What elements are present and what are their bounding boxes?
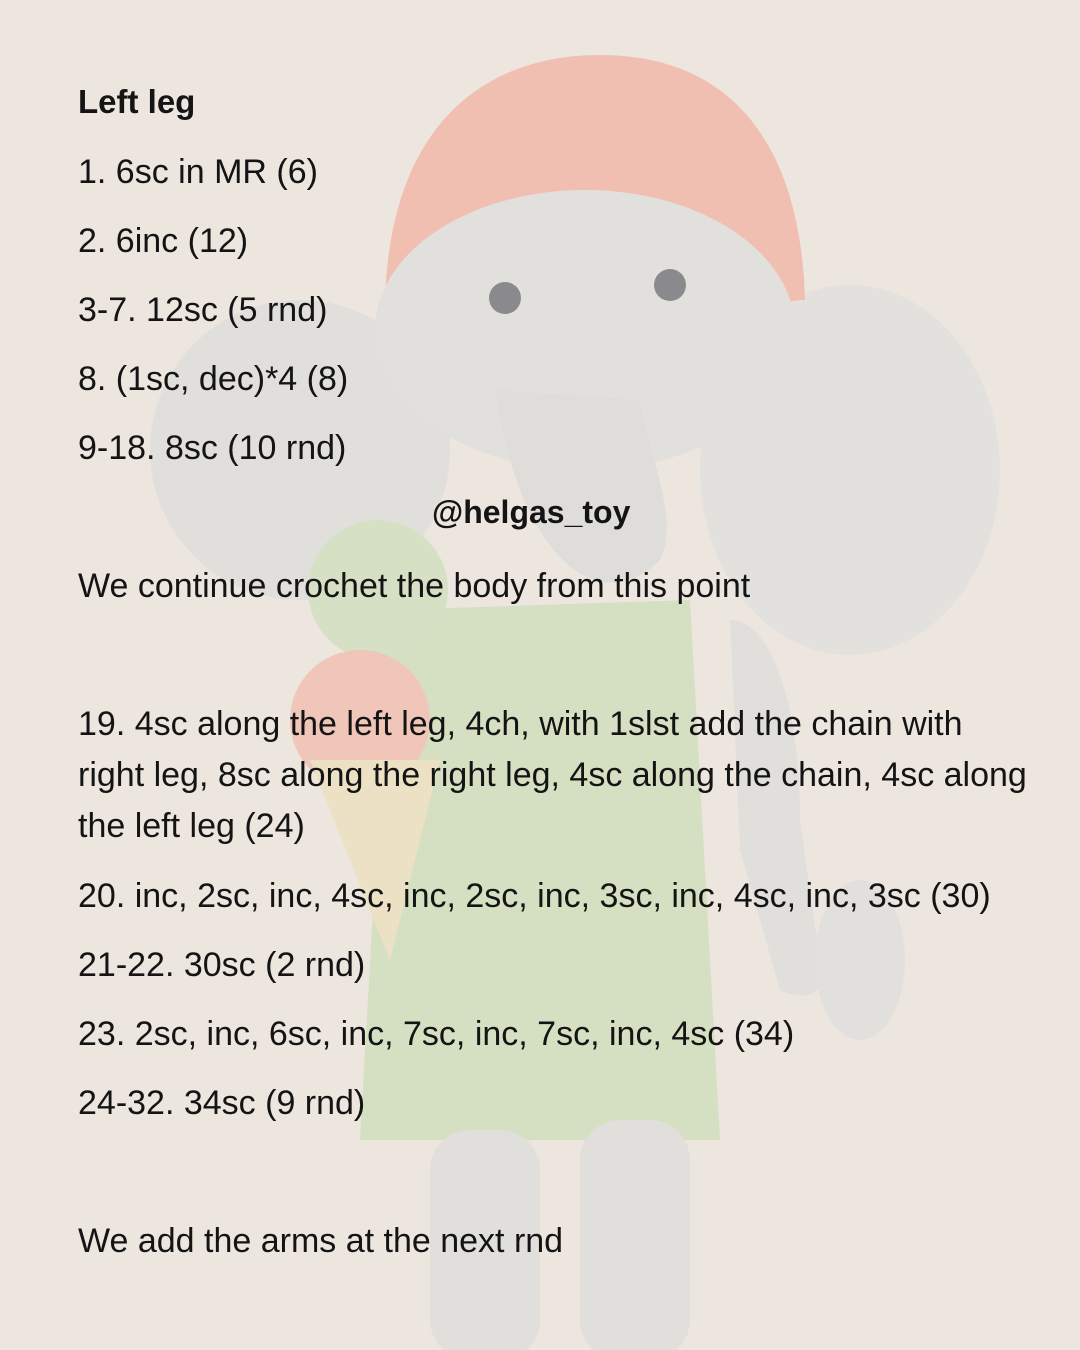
round-line: 1. 6sc in MR (6) <box>78 153 318 191</box>
arms-note: We add the arms at the next rnd <box>78 1222 564 1260</box>
elephant-right-eye <box>654 269 686 301</box>
continue-note: We continue crochet the body from this point <box>78 567 751 605</box>
elephant-left-eye <box>489 282 521 314</box>
round-line: 23. 2sc, inc, 6sc, inc, 7sc, inc, 7sc, inc, 4sc (34) <box>78 1015 795 1053</box>
round-line: 9-18. 8sc (10 rnd) <box>78 429 347 467</box>
section-heading: Left leg <box>78 83 196 120</box>
round-line: 8. (1sc, dec)*4 (8) <box>78 360 349 398</box>
round-line: 21-22. 30sc (2 rnd) <box>78 946 366 984</box>
round-line: 2. 6inc (12) <box>78 222 249 260</box>
round-line: 19. 4sc along the left leg, 4ch, with 1slst add the chain with right leg, 8sc along the right leg, 4sc along the chain, 4sc along the left leg (24) <box>78 705 1027 845</box>
author-handle: @helgas_toy <box>432 494 631 530</box>
round-line: 20. inc, 2sc, inc, 4sc, inc, 2sc, inc, 3sc, inc, 4sc, inc, 3sc (30) <box>78 877 991 915</box>
round-line: 3-7. 12sc (5 rnd) <box>78 291 328 329</box>
round-line: 24-32. 34sc (9 rnd) <box>78 1084 366 1122</box>
elephant-right-leg <box>580 1120 690 1350</box>
